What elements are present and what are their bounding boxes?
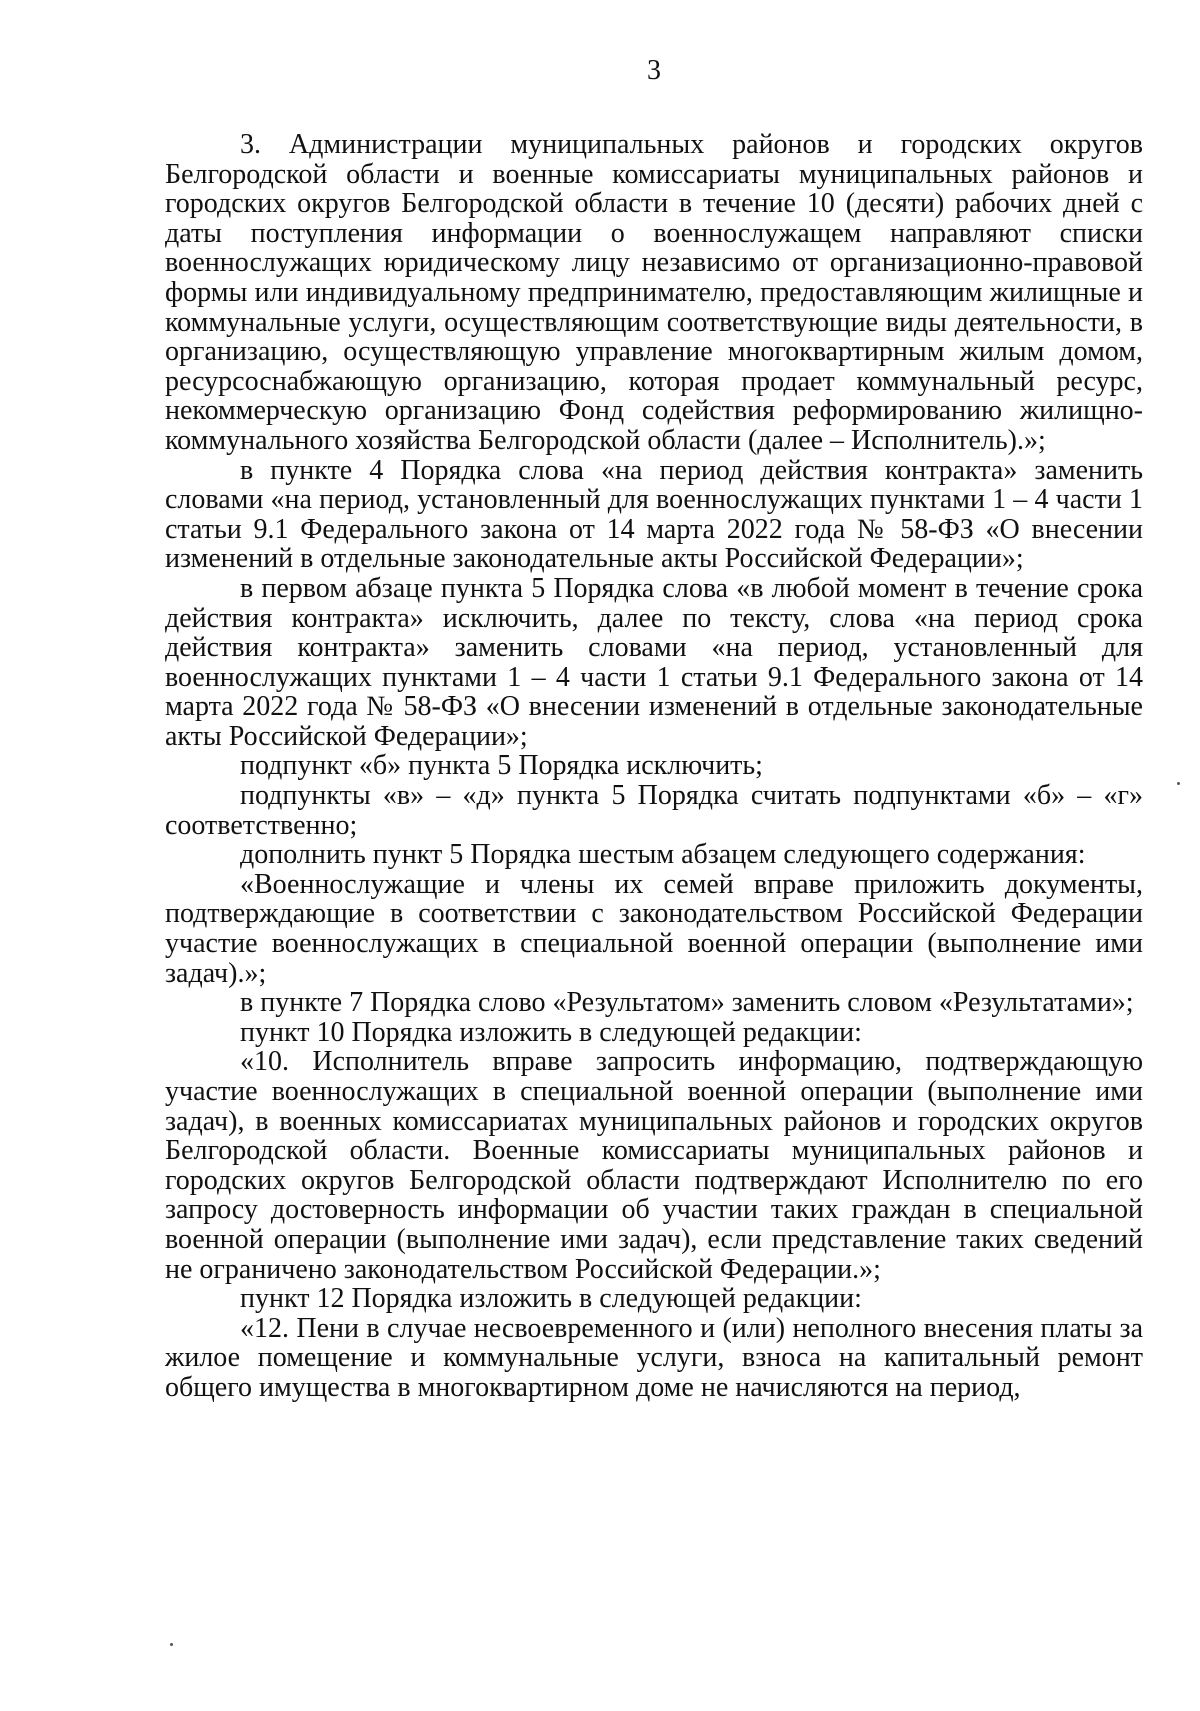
scan-speck: [1177, 782, 1180, 785]
paragraph-add-sixth: дополнить пункт 5 Порядка шестым абзацем следующего содержания:: [240, 839, 1086, 871]
paragraph-subpoint-b: подпункт «б» пункта 5 Порядка исключить;: [240, 750, 763, 782]
paragraph-subpoints-v-d: подпункты «в» – «д» пункта 5 Порядка считать подпунктами «б» – «г» соответственно;: [165, 780, 1143, 841]
paragraph-administrations: 3. Администрации муниципальных районов и городских округов Белгородской области и военные комиссариаты муниципальных районов и городских округов Белгородской области в течение 10 (десяти) рабочих дней с даты поступления информации о военнослужащем направляют списки военнослужащих юридическому лицу независимо от организационно-правовой формы или индивидуальному предпринимателю, предоставляющим жилищные и коммунальные услуги, осуществляющим соответствующие виды деятельности, в организацию, осуществляющую управление многоквартирным жилым домом, ресурсоснабжающую организацию, которая продает коммунальный ресурс, некоммерческую организацию Фонд содействия реформированию жилищно-коммунального хозяйства Белгородской области (далее – Исполнитель).»;: [165, 129, 1143, 456]
paragraph-point-7: в пункте 7 Порядка слово «Результатом» заменить словом «Результатами»;: [240, 987, 1134, 1019]
page-number: 3: [647, 55, 661, 86]
paragraph-point-12-text: «12. Пени в случае несвоевременного и (или) неполного внесения платы за жилое помещение и коммунальные услуги, взноса на капитальный ремонт общего имущества в многоквартирном доме не начисляются на период,: [165, 1312, 1143, 1403]
paragraph-point-10-intro: пункт 10 Порядка изложить в следующей редакции:: [240, 1016, 862, 1048]
paragraph-point-5-first: в первом абзаце пункта 5 Порядка слова «в любой момент в течение срока действия контракта» исключить, далее по тексту, слова «на период срока действия контракта» заменить словами «на период, установленный для военнослужащих пунктами 1 – 4 части 1 статьи 9.1 Федерального закона от 14 марта 2022 года № 58-ФЗ «О внесении изменений в отдельные законодательные акты Российской Федерации»;: [165, 572, 1143, 752]
paragraph-point-10-text: «10. Исполнитель вправе запросить информацию, подтверждающую участие военнослужащих в специальной военной операции (выполнение ими задач), в военных комиссариатах муниципальных районов и городских округов Белгородской области. Военные комиссариаты муниципальных районов и городских округов Белгородской области подтверждают Исполнителю по его запросу достоверность информации об участии таких граждан в специальной военной операции (выполнение ими задач), если представление таких сведений не ограничено законодательством Российской Федерации.»;: [165, 1046, 1143, 1285]
paragraph-point-12-intro: пункт 12 Порядка изложить в следующей редакции:: [240, 1283, 862, 1315]
paragraph-point-4: в пункте 4 Порядка слова «на период действия контракта» заменить словами «на период, установленный для военнослужащих пунктами 1 – 4 части 1 статьи 9.1 Федерального закона от 14 марта 2022 года № 58-ФЗ «О внесении изменений в отдельные законодательные акты Российской Федерации»;: [165, 454, 1143, 575]
paragraph-servicemen-quote: «Военнослужащие и члены их семей вправе приложить документы, подтверждающие в соответствии с законодательством Российской Федерации участие военнослужащих в специальной военной операции (выполнение ими задач).»;: [165, 868, 1143, 989]
scan-speck: [170, 1643, 173, 1646]
